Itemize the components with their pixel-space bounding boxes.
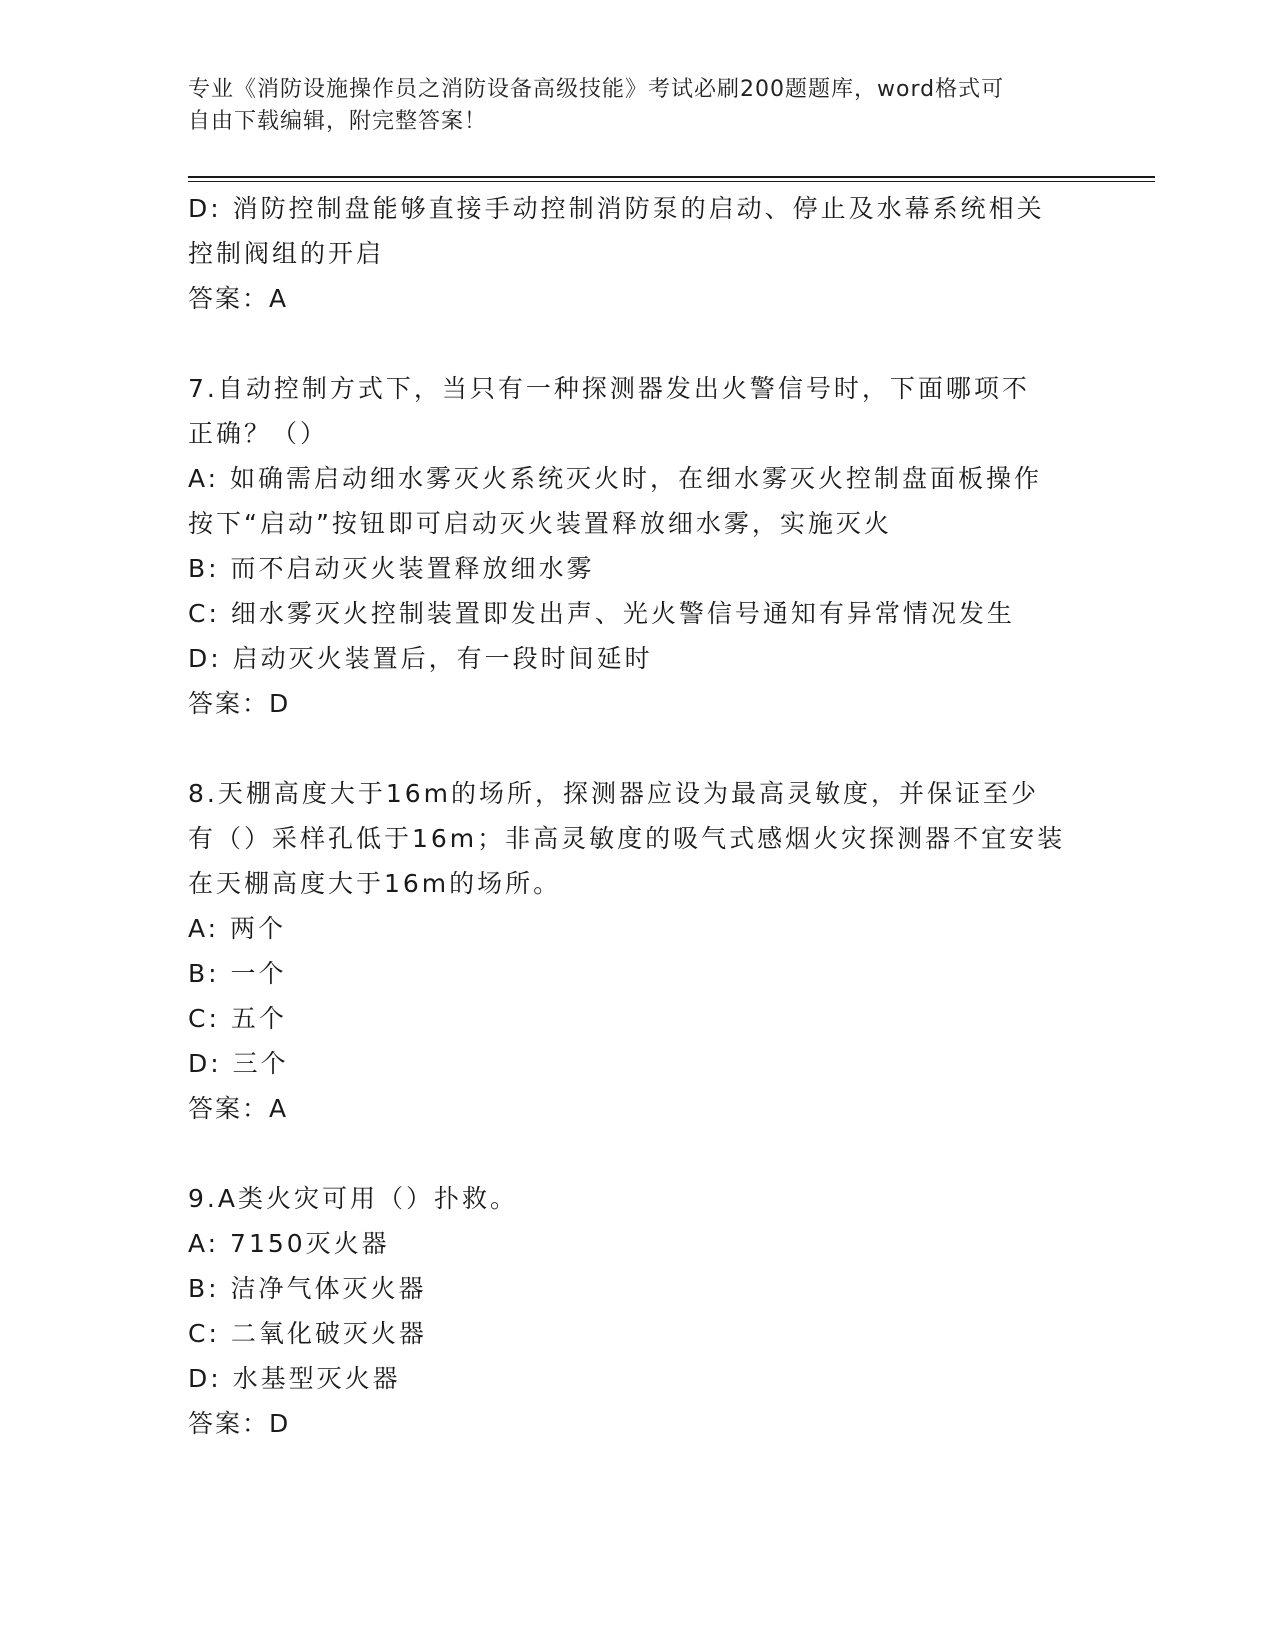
question-stem-line-2: 有（）采样孔低于16m；非高灵敏度的吸气式感烟火灾探测器不宜安装 bbox=[188, 824, 1066, 853]
answer-line: 答案：D bbox=[188, 689, 291, 718]
header-line-2: 自由下载编辑，附完整答案！ bbox=[188, 109, 488, 134]
option-b: B: 一个 bbox=[188, 959, 287, 988]
option-a-line-2: 按下“启动”按钮即可启动灭火装置释放细水雾，实施灭火 bbox=[188, 509, 892, 538]
option-c: C: 细水雾灭火控制装置即发出声、光火警信号通知有异常情况发生 bbox=[188, 599, 1015, 628]
option-d: D: 水基型灭火器 bbox=[188, 1364, 401, 1393]
option-c: C: 五个 bbox=[188, 1004, 287, 1033]
option-b: B: 洁净气体灭火器 bbox=[188, 1274, 427, 1303]
document-header bbox=[188, 74, 1088, 138]
option-d: D: 三个 bbox=[188, 1049, 289, 1078]
spacer bbox=[188, 1131, 1088, 1176]
option-b: B: 而不启动灭火装置释放细水雾 bbox=[188, 554, 595, 583]
answer-line: 答案：A bbox=[188, 284, 289, 313]
question-stem-line-1: 8.天棚高度大于16m的场所，探测器应设为最高灵敏度，并保证至少 bbox=[188, 779, 1040, 808]
option-d-line-2: 控制阀组的开启 bbox=[188, 239, 385, 268]
question-stem-line-1: 7.自动控制方式下，当只有一种探测器发出火警信号时，下面哪项不 bbox=[188, 374, 1030, 403]
header-divider-thin bbox=[188, 181, 1155, 182]
question-stem-line-2: 正确？（） bbox=[188, 419, 329, 448]
option-a-line-1: A: 如确需启动细水雾灭火系统灭火时，在细水雾灭火控制盘面板操作 bbox=[188, 464, 1043, 493]
option-d-line-1: D: 消防控制盘能够直接手动控制消防泵的启动、停止及水幕系统相关 bbox=[188, 194, 1045, 223]
question-stem-line-3: 在天棚高度大于16m的场所。 bbox=[188, 869, 562, 898]
answer-line: 答案：D bbox=[188, 1409, 291, 1438]
question-7 bbox=[188, 366, 1088, 726]
answer-line: 答案：A bbox=[188, 1094, 289, 1123]
spacer bbox=[188, 321, 1088, 366]
option-c: C: 二氧化破灭火器 bbox=[188, 1319, 427, 1348]
document-body bbox=[188, 186, 1088, 1446]
previous-question-tail bbox=[188, 186, 1088, 321]
header-divider-thick bbox=[188, 176, 1155, 178]
option-a: A: 两个 bbox=[188, 914, 287, 943]
question-stem-line-1: 9.A类火灾可用（）扑救。 bbox=[188, 1184, 518, 1213]
option-d: D: 启动灭火装置后，有一段时间延时 bbox=[188, 644, 653, 673]
question-8 bbox=[188, 771, 1088, 1131]
question-9 bbox=[188, 1176, 1088, 1446]
spacer bbox=[188, 726, 1088, 771]
option-a: A: 7150灭火器 bbox=[188, 1229, 390, 1258]
header-line-1: 专业《消防设施操作员之消防设备高级技能》考试必刷200题题库，word格式可 bbox=[188, 77, 1005, 102]
